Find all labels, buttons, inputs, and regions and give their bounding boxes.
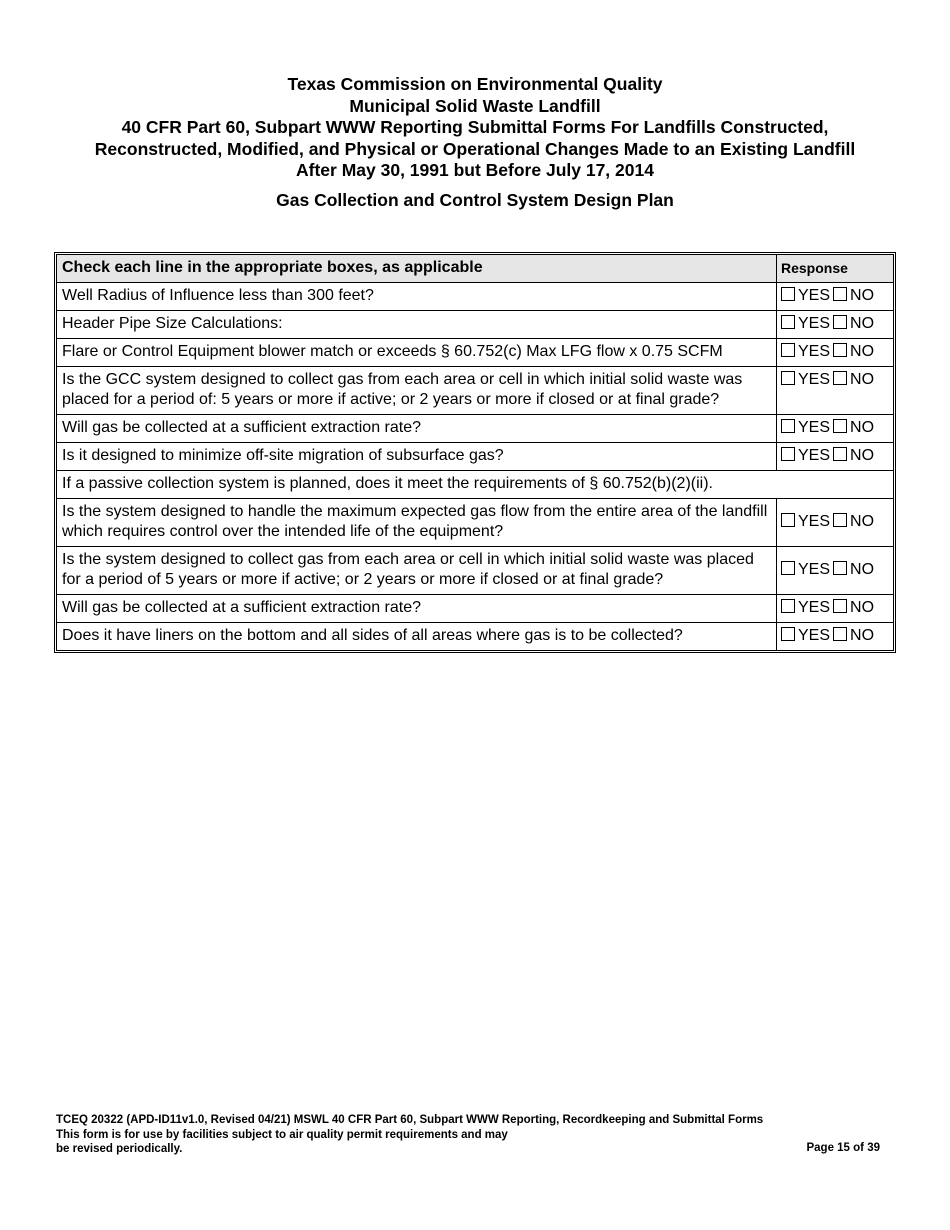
yes-label: YES: [798, 315, 831, 332]
no-checkbox[interactable]: [833, 561, 847, 575]
table-row: [57, 367, 893, 415]
row-question: Header Pipe Size Calculations:: [57, 311, 777, 339]
row-question: Is the GCC system designed to collect gas from each area or cell in which initial solid waste was placed for a period of: 5 years or more if active; or 2 years or more if closed or at final grade?: [57, 367, 777, 415]
table-header-row: [57, 255, 893, 283]
yes-checkbox[interactable]: [781, 627, 795, 641]
no-checkbox[interactable]: [833, 627, 847, 641]
yes-checkbox[interactable]: [781, 371, 795, 385]
no-label: NO: [850, 561, 875, 578]
footer-note-1: This form is for use by facilities subject to air quality permit requirements and may: [56, 1128, 508, 1141]
header-line-regulation: 40 CFR Part 60, Subpart WWW Reporting Submittal Forms For Landfills Constructed,: [121, 117, 829, 137]
row-question: Does it have liners on the bottom and all sides of all areas where gas is to be collected?: [57, 623, 777, 650]
column-header-response: Response: [777, 255, 893, 283]
no-label: NO: [850, 599, 875, 616]
yes-checkbox[interactable]: [781, 419, 795, 433]
no-checkbox[interactable]: [833, 315, 847, 329]
design-plan-table: [54, 252, 896, 653]
row-question: Will gas be collected at a sufficient extraction rate?: [57, 595, 777, 623]
header-line-program: Municipal Solid Waste Landfill: [349, 95, 601, 116]
row-response: [777, 283, 893, 311]
row-response: [777, 499, 893, 547]
no-label: NO: [850, 419, 875, 436]
page-number: Page 15 of 39: [806, 1142, 880, 1154]
no-label: NO: [850, 343, 875, 360]
no-checkbox[interactable]: [833, 371, 847, 385]
row-response: [777, 367, 893, 415]
yes-label: YES: [798, 371, 831, 388]
header-line-agency: Texas Commission on Environmental Quality: [287, 74, 663, 94]
table-row: [57, 499, 893, 547]
yes-label: YES: [798, 599, 831, 616]
yes-label: YES: [798, 287, 831, 304]
table-row: [57, 415, 893, 443]
table-row: [57, 311, 893, 339]
yes-checkbox[interactable]: [781, 315, 795, 329]
no-label: NO: [850, 371, 875, 388]
footer-form-info: [56, 1113, 763, 1157]
row-question: Will gas be collected at a sufficient extraction rate?: [57, 415, 777, 443]
no-checkbox[interactable]: [833, 419, 847, 433]
footer-form-id: TCEQ 20322 (APD-ID11v1.0, Revised 04/21) MSWL 40 CFR Part 60, Subpart WWW Reporting, Recordkeeping and Submittal Forms: [56, 1114, 764, 1126]
yes-checkbox[interactable]: [781, 287, 795, 301]
yes-label: YES: [798, 561, 831, 578]
no-label: NO: [850, 315, 875, 332]
yes-label: YES: [798, 513, 831, 530]
row-response: [777, 443, 893, 471]
no-checkbox[interactable]: [833, 343, 847, 357]
yes-label: YES: [798, 419, 831, 436]
row-response: [777, 623, 893, 650]
table-row-section: [57, 471, 893, 499]
row-response: [777, 547, 893, 595]
yes-label: YES: [798, 343, 831, 360]
row-question: Is it designed to minimize off-site migration of subsurface gas?: [57, 443, 777, 471]
no-label: NO: [850, 287, 875, 304]
row-response: [777, 339, 893, 367]
yes-checkbox[interactable]: [781, 513, 795, 527]
no-checkbox[interactable]: [833, 447, 847, 461]
row-question: Flare or Control Equipment blower match or exceeds § 60.752(c) Max LFG flow x 0.75 SCFM: [57, 339, 777, 367]
table-row: [57, 339, 893, 367]
yes-label: YES: [798, 447, 831, 464]
no-label: NO: [850, 447, 875, 464]
row-response: [777, 415, 893, 443]
table-row: [57, 623, 893, 650]
column-header-question: Check each line in the appropriate boxes, as applicable: [57, 255, 777, 283]
no-checkbox[interactable]: [833, 599, 847, 613]
no-checkbox[interactable]: [833, 287, 847, 301]
section-question: If a passive collection system is planned, does it meet the requirements of § 60.752(b)(2)(ii).: [57, 471, 893, 499]
footer-note-2: be revised periodically.: [56, 1143, 183, 1155]
row-response: [777, 311, 893, 339]
table-row: [57, 547, 893, 595]
document-header: [0, 74, 950, 182]
yes-checkbox[interactable]: [781, 599, 795, 613]
header-line-scope: Reconstructed, Modified, and Physical or Operational Changes Made to an Existing Landfill: [94, 138, 856, 159]
table-row: [57, 595, 893, 623]
row-question: Is the system designed to handle the maximum expected gas flow from the entire area of the landfill which requires control over the intended life of the equipment?: [57, 499, 777, 547]
form-subtitle: Gas Collection and Control System Design Plan: [276, 190, 674, 210]
table-row: [57, 443, 893, 471]
header-line-dates: After May 30, 1991 but Before July 17, 2014: [296, 160, 654, 180]
yes-checkbox[interactable]: [781, 447, 795, 461]
row-question: Is the system designed to collect gas from each area or cell in which initial solid waste was placed for a period of 5 years or more if active; or 2 years or more if closed or at final grade?: [57, 547, 777, 595]
yes-checkbox[interactable]: [781, 561, 795, 575]
no-checkbox[interactable]: [833, 513, 847, 527]
yes-label: YES: [798, 627, 831, 644]
no-label: NO: [850, 627, 875, 644]
no-label: NO: [850, 513, 875, 530]
row-response: [777, 595, 893, 623]
row-question: Well Radius of Influence less than 300 feet?: [57, 283, 777, 311]
table-row: [57, 283, 893, 311]
yes-checkbox[interactable]: [781, 343, 795, 357]
